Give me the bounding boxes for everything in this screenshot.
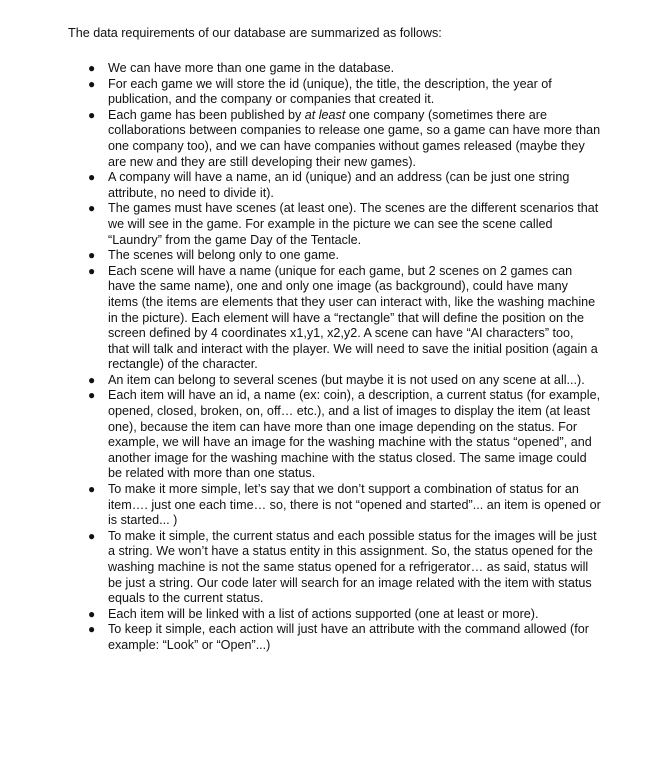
bullet-icon: ● <box>88 482 96 497</box>
requirement-line: A company will have a name, an id (unique) and an address (can be just one string <box>108 170 570 185</box>
bullet-icon: ● <box>88 528 96 543</box>
requirement-line: in the picture). Each element will have a “rectangle” that will define the position on the <box>108 310 585 325</box>
requirements-list <box>88 61 608 654</box>
bullet-icon: ● <box>88 263 96 278</box>
requirement-line: equals to the current status. <box>108 591 264 606</box>
requirement-line: one company too), and we can have companies without games released (maybe they <box>108 138 585 153</box>
requirement-line: Each item will be linked with a list of actions supported (one at least or more). <box>108 606 539 621</box>
requirement-item <box>88 107 608 170</box>
emphasis-text: at least <box>304 107 346 122</box>
requirement-line: example: “Look” or “Open”...) <box>108 637 271 652</box>
requirement-line: be related with more than one status. <box>108 466 316 481</box>
requirement-item <box>88 482 608 529</box>
requirement-line: we will see in the game. For example in the picture we can see the scene called <box>108 216 553 231</box>
bullet-icon: ● <box>88 606 96 621</box>
bullet-icon: ● <box>88 248 96 263</box>
bullet-icon: ● <box>88 107 96 122</box>
requirement-line: Each scene will have a name (unique for each game, but 2 scenes on 2 games can <box>108 263 573 278</box>
requirement-line: have the same name), one and only one image (as background), could have many <box>108 279 568 294</box>
requirement-line: An item can belong to several scenes (but maybe it is not used on any scene at all...). <box>108 372 585 387</box>
requirement-item <box>88 606 608 623</box>
requirement-item <box>88 388 608 482</box>
requirement-line: “Laundry” from the game Day of the Tentacle. <box>108 232 362 247</box>
requirement-line: items (the items are elements that they user can interact with, like the washing machine <box>108 294 596 309</box>
requirement-line: that will talk and interact with the player. We will need to save the initial position (again a <box>108 341 598 356</box>
requirement-item <box>88 372 608 389</box>
requirement-line: screen defined by 4 coordinates x1,y1, x2,y2. A scene can have “AI characters” too, <box>108 326 574 341</box>
requirement-line: Each item will have an id, a name (ex: coin), a description, a current status (for example, <box>108 388 601 403</box>
requirement-item <box>88 201 608 248</box>
requirement-line <box>108 108 608 124</box>
bullet-icon: ● <box>88 372 96 387</box>
bullet-icon: ● <box>88 170 96 185</box>
requirement-line: one), because the item can have more than one image depending on the status. For <box>108 419 578 434</box>
intro-paragraph: The data requirements of our database are summarized as follows: <box>68 26 442 40</box>
requirement-line: For each game we will store the id (unique), the title, the description, the year of <box>108 76 552 91</box>
requirement-item <box>88 61 608 77</box>
requirement-item <box>88 76 608 108</box>
bullet-icon: ● <box>88 388 96 403</box>
requirement-line: rectangle) of the character. <box>108 357 258 372</box>
requirement-line: To keep it simple, each action will just have an attribute with the command allowed (for <box>108 622 589 637</box>
requirement-line: The games must have scenes (at least one). The scenes are the different scenarios that <box>108 201 599 216</box>
requirement-item <box>88 170 608 201</box>
requirement-line: another image for the washing machine with the status closed. The same image could <box>108 450 587 465</box>
requirement-line: example, we will have an image for the washing machine with the status “opened”, and <box>108 435 592 450</box>
requirement-line: attribute, no need to divide it). <box>108 185 274 200</box>
requirement-line: opened, closed, broken, on, off… etc.), and a list of images to display the item (at least <box>108 404 591 419</box>
requirement-line: The scenes will belong only to one game. <box>108 248 340 263</box>
requirement-text: one company (sometimes there are <box>345 107 547 122</box>
bullet-icon: ● <box>88 76 96 91</box>
requirement-line: be just a string. Our code later will search for an image related with the item with status <box>108 575 592 590</box>
requirement-line: washing machine is not the same status opened for a refrigerator… as said, status will <box>108 560 589 574</box>
bullet-icon: ● <box>88 61 96 75</box>
requirement-line: To make it simple, the current status and each possible status for the images will be just <box>108 528 597 543</box>
requirement-line: item…. just one each time… so, there is not “opened and started”... an item is opened or <box>108 497 601 512</box>
requirement-line: collaborations between companies to release one game, so a game can have more than <box>108 123 601 138</box>
requirement-line: is started... ) <box>108 513 178 528</box>
bullet-icon: ● <box>88 201 96 216</box>
bullet-icon: ● <box>88 622 96 637</box>
requirement-line: publication, and the company or companies that created it. <box>108 92 435 107</box>
requirement-line: are new and they are still developing their new games). <box>108 154 417 169</box>
requirement-line: a string. We won’t have a status entity in this assignment. So, the status opened for the <box>108 544 593 559</box>
requirement-text: Each game has been published by <box>108 107 305 122</box>
requirement-item <box>88 528 608 607</box>
requirement-line: We can have more than one game in the database. <box>108 61 395 75</box>
requirement-line: To make it more simple, let’s say that we don’t support a combination of status for an <box>108 482 579 497</box>
requirement-item <box>88 263 608 373</box>
requirement-item <box>88 622 608 653</box>
requirement-item <box>88 248 608 264</box>
